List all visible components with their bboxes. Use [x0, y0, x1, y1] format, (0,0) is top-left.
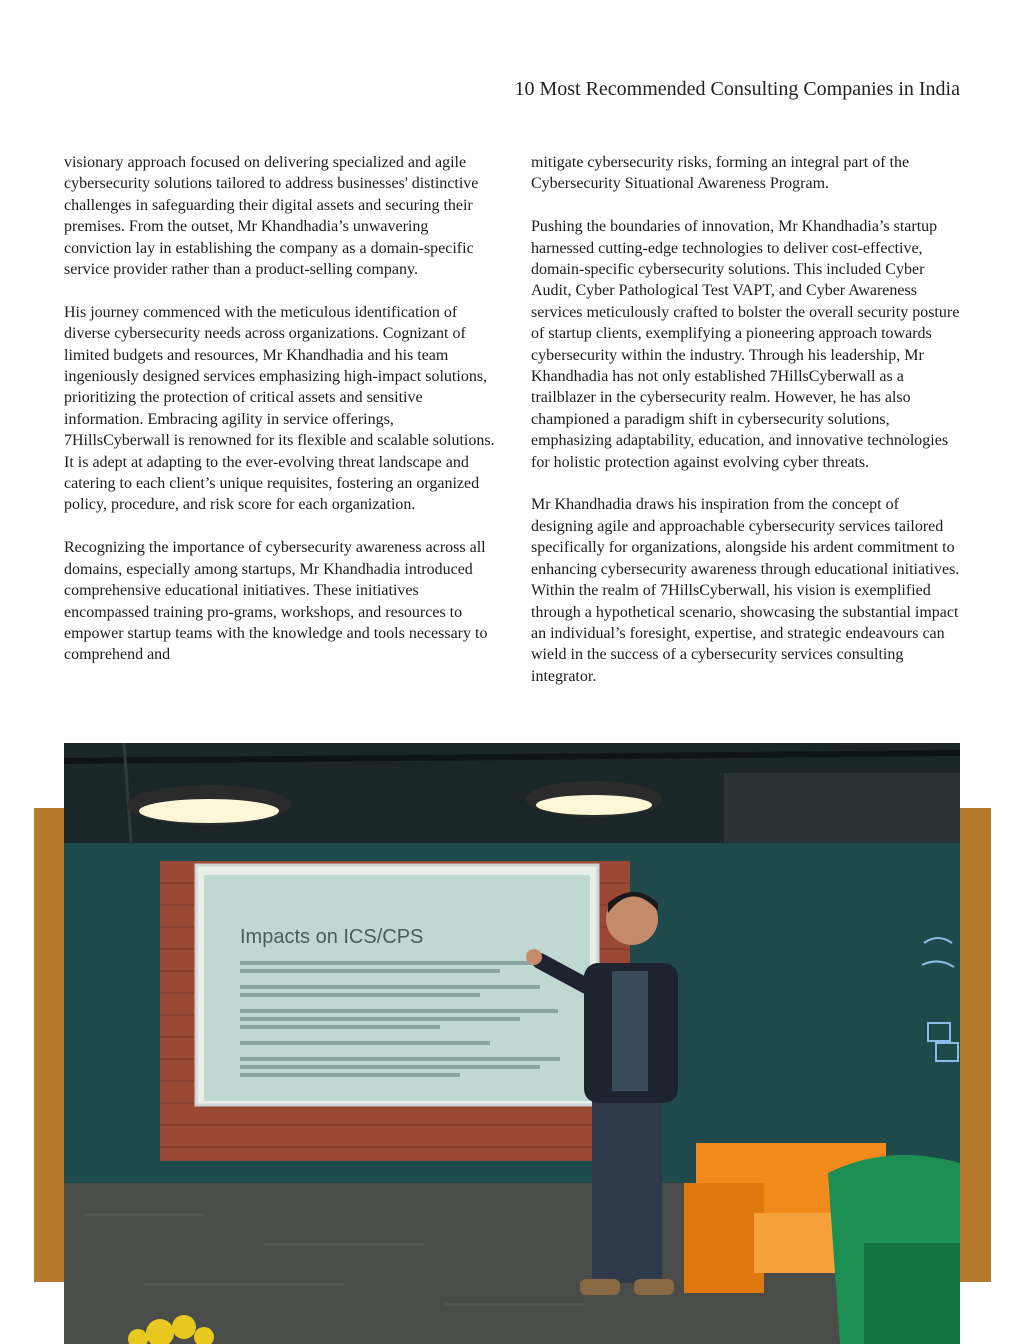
paragraph: mitigate cybersecurity risks, forming an integral part of the Cybersecurity Situational Awareness Program.: [531, 154, 910, 193]
paragraph: Recognizing the importance of cybersecurity awareness across all domains, especially among startups, Mr Khandhadia introduced comprehensive educational initiatives. These initiatives encompassed training pro-grams, workshops, and resources to empower startup teams with the knowledge and tools necessary to comprehend and: [64, 539, 488, 664]
paragraph: His journey commenced with the meticulous identification of diverse cybersecurity needs across organizations. Cognizant of limited budgets and resources, Mr Khandhadia and his team ingeniously designed services emphasizing high-impact solutions, prioritizing the protection of critical assets and sensitive information. Embracing agility in service offerings, 7HillsCyberwall is renowned for its flexible and scalable solutions. It is adept at adapting to the ever-evolving threat landscape and catering to each client’s unique requisites, fostering an organized policy, procedure, and risk score for each organization.: [64, 303, 495, 514]
slide-title: Impacts on ICS/CPS: [240, 926, 424, 948]
presentation-photo: [64, 743, 960, 1344]
paragraph: Mr Khandhadia draws his inspiration from the concept of designing agile and approachable cybersecurity services tailored specifically for organizations, alongside his ardent commitment to enhancing cybersecurity awareness through educational initiatives. Within the realm of 7HillsCyberwall, his vision is exemplified through a hypothetical scenario, showcasing the substantial impact an individual’s foresight, expertise, and strategic endeavours can wield in the success of a cybersecurity services consulting integrator.: [531, 496, 960, 685]
right-text-column: [531, 152, 963, 687]
paragraph: visionary approach focused on delivering specialized and agile cybersecurity solutions tailored to address businesses' distinctive challenges in safeguarding their digital assets and securing their premises. From the outset, Mr Khandhadia’s unwavering conviction lay in establishing the company as a domain-specific service provider rather than a product-selling company.: [64, 154, 479, 279]
left-text-column: [64, 152, 496, 666]
photo-illustration: [64, 743, 960, 1344]
running-title: 10 Most Recommended Consulting Companies in India: [514, 78, 960, 100]
paragraph: Pushing the boundaries of innovation, Mr Khandhadia’s startup harnessed cutting-edge technologies to deliver cost-effective, domain-specific cybersecurity solutions. This included Cyber Audit, Cyber Pathological Test VAPT, and Cyber Awareness services meticulously crafted to bolster the overall security posture of startup clients, exemplifying a pioneering approach towards cybersecurity within the industry. Through his leadership, Mr Khandhadia has not only established 7HillsCyberwall as a trailblazer in the cybersecurity realm. However, he has also championed a paradigm shift in cybersecurity solutions, emphasizing adaptability, education, and innovative technologies for holistic protection against evolving cyber threats.: [531, 218, 960, 471]
